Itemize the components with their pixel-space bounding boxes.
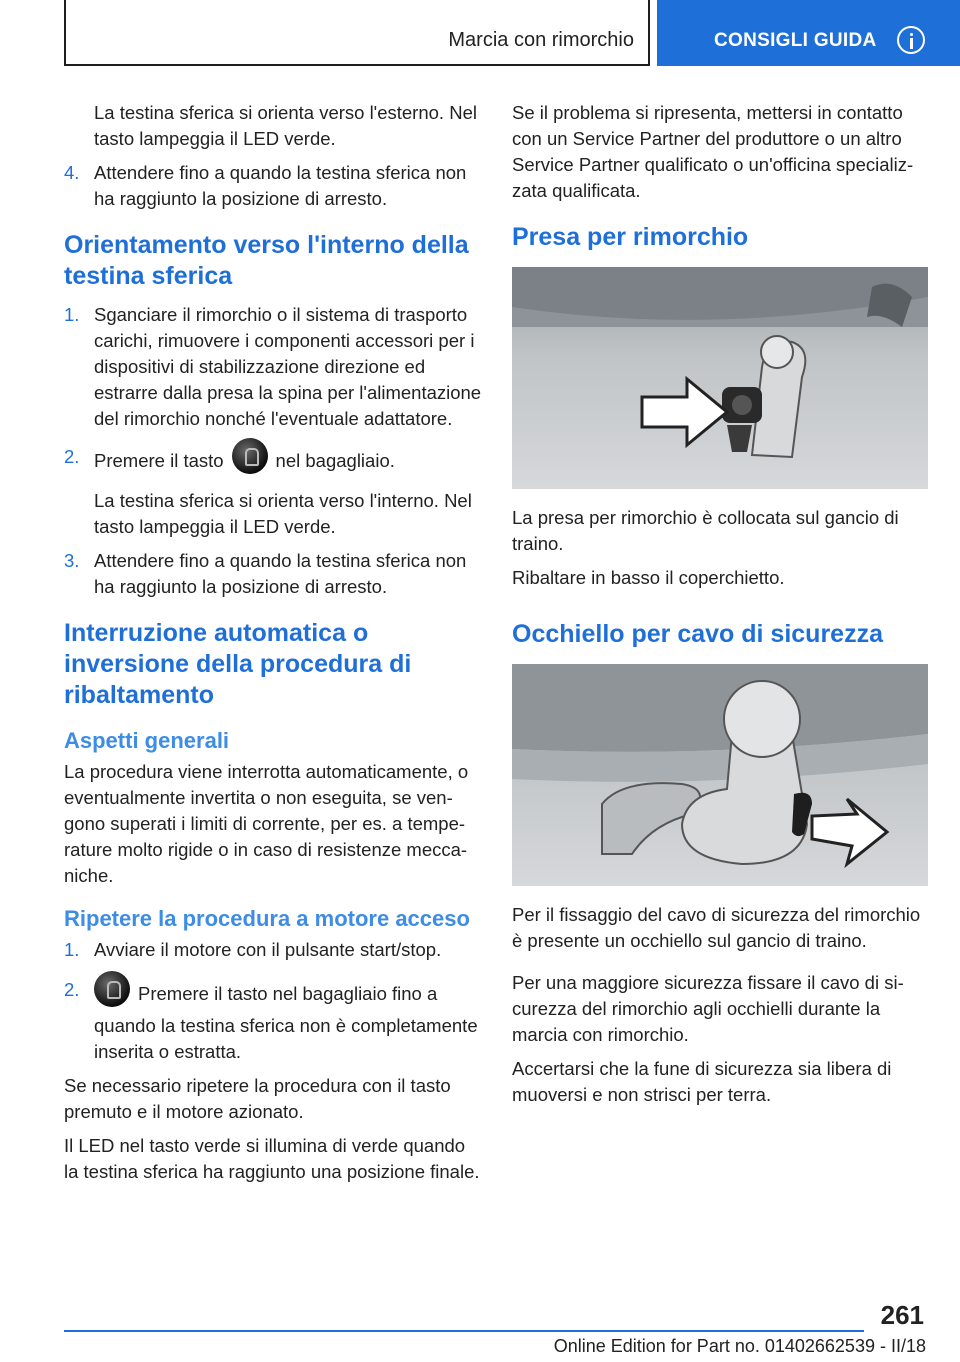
chapter-tab-label: CONSIGLI GUIDA	[714, 30, 877, 51]
figure-caption: La presa per rimorchio è collocata sul gancio di traino.	[512, 507, 899, 554]
step-number: 4.	[64, 162, 80, 183]
paragraph: La testina sferica si orienta verso l'interno. Nel tasto lampeggia il LED verde.	[94, 490, 472, 537]
section-title: Marcia con rimorchio	[448, 29, 634, 51]
step-number: 3.	[64, 550, 80, 571]
step-number: 2.	[64, 446, 80, 467]
left-column	[64, 100, 484, 1193]
towbar-button-icon	[94, 971, 130, 1007]
trailer-socket-illustration	[512, 267, 928, 489]
paragraph: Il LED nel tasto verde si illumina di verde quando la testina sferica ha raggiunto una posizione finale.	[64, 1135, 480, 1182]
list-item	[64, 302, 484, 432]
paragraph: Per una maggiore sicurezza fissare il cavo di sicurezza del rimorchio agli occhielli durante la marcia con rimorchio.	[512, 972, 904, 1045]
list-item	[64, 977, 484, 1065]
list-item	[64, 160, 484, 212]
list-item	[64, 548, 484, 600]
paragraph: Accertarsi che la fune di sicurezza sia libera di muoversi e non strisci per terra.	[512, 1058, 892, 1105]
step-text: Sganciare il rimorchio o il sistema di trasporto carichi, rimuovere i componenti accessori per i dispositivi di stabilizzazione direzione ed estrarre dalla presa la spina per l'alimentazione del rimorchio nonché l'eventuale adattatore.	[94, 304, 482, 429]
chapter-tab[interactable]	[657, 0, 960, 66]
step-number: 1.	[64, 304, 80, 325]
paragraph: Se necessario ripetere la procedura con il tasto premuto e il motore azionato.	[64, 1075, 451, 1122]
section-heading: Occhiello per cavo di sicurezza	[512, 620, 883, 648]
paragraph: La procedura viene interrotta automaticamente, o eventualmente invertita o non eseguita, se vengono superati i limiti di corrente, per es. a temperature molto rigide o in caso di resistenze meccaniche.	[64, 761, 469, 886]
section-heading: Interruzione automatica o inversione della procedura di ribaltamento	[64, 619, 412, 709]
paragraph: La testina sferica si orienta verso l'esterno. Nel tasto lampeggia il LED verde.	[94, 102, 477, 149]
figure-caption: Per il fissaggio del cavo di sicurezza del rimorchio è presente un occhiello sul gancio di traino.	[512, 904, 921, 951]
step-number: 1.	[64, 939, 80, 960]
trailer-socket-drawing	[512, 267, 928, 489]
safety-eyelet-illustration	[512, 664, 928, 886]
step-number: 2.	[64, 979, 80, 1000]
footer-divider	[64, 1330, 864, 1332]
header-section-box	[64, 0, 650, 66]
subsection-heading: Aspetti generali	[64, 728, 230, 753]
step-text: Attendere fino a quando la testina sferica non ha raggiunto la posizione di arresto.	[94, 162, 467, 209]
step-text-container	[94, 444, 484, 480]
safety-eyelet-drawing	[512, 664, 928, 886]
section-heading: Presa per rimorchio	[512, 223, 749, 251]
section-heading: Orientamento verso l'interno della testina sferica	[64, 231, 469, 290]
subsection-heading: Ripetere la procedura a motore acceso	[64, 906, 470, 931]
step-text: Premere il tasto nel bagagliaio fino a quando la testina sferica non è completamente inserita o estratta.	[94, 982, 478, 1062]
step-text-container	[94, 977, 484, 1065]
list-item	[64, 937, 484, 963]
towbar-button-icon	[232, 438, 268, 474]
paragraph: Ribaltare in basso il coperchietto.	[512, 567, 785, 588]
page-number: 261	[880, 1300, 924, 1330]
edition-note: Online Edition for Part no. 01402662539 - II/18	[553, 1336, 926, 1356]
list-item	[64, 444, 484, 480]
step-text: Premere il tasto	[94, 449, 224, 471]
step-text: nel bagagliaio.	[275, 449, 395, 471]
paragraph: Se il problema si ripresenta, mettersi in contatto con un Service Partner del produttore o un altro Service Partner qualificato o un'officina specializzata qualificata.	[512, 102, 914, 201]
step-text: Attendere fino a quando la testina sferica non ha raggiunto la posizione di arresto.	[94, 550, 467, 597]
right-column	[512, 100, 932, 1116]
step-text: Avviare il motore con il pulsante start/stop.	[94, 939, 442, 960]
info-icon[interactable]	[897, 26, 925, 54]
